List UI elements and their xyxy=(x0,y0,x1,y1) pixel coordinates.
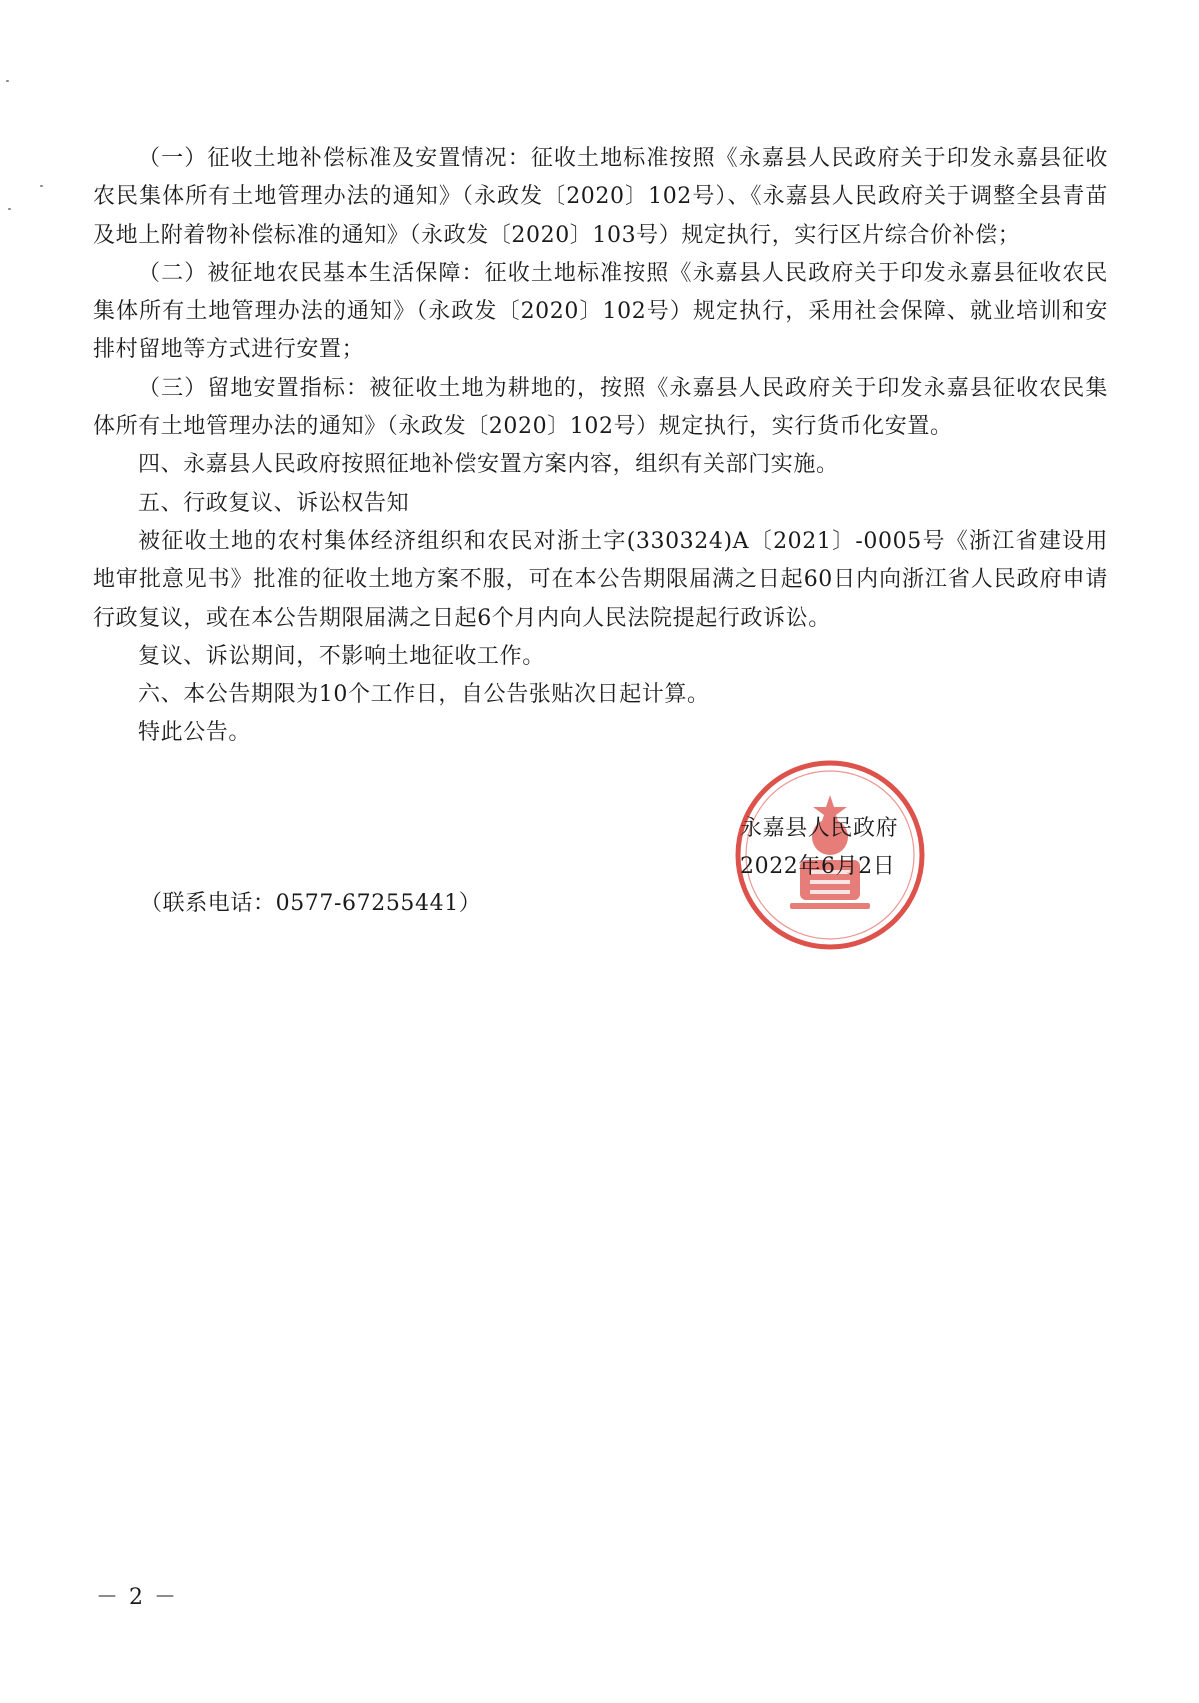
scan-mark xyxy=(40,185,43,187)
page-number: － 2 － xyxy=(96,1585,178,1610)
paragraph-appeal-heading: 五、行政复议、诉讼权告知 xyxy=(138,490,410,516)
paragraph-appeal-note: 复议、诉讼期间，不影响土地征收工作。 xyxy=(138,643,545,669)
signature-block xyxy=(740,810,1000,886)
paragraph-notice-period: 六、本公告期限为10个工作日，自公告张贴次日起计算。 xyxy=(138,682,710,708)
document-body xyxy=(93,140,1108,753)
paragraph-closing: 特此公告。 xyxy=(138,720,252,746)
contact-phone: （联系电话：0577-67255441） xyxy=(140,891,482,916)
scan-mark xyxy=(6,80,9,82)
issue-date: 2022年6月2日 xyxy=(740,854,896,879)
scan-mark xyxy=(8,208,11,210)
paragraph-livelihood-security: （二）被征地农民基本生活保障：征收土地标准按照《永嘉县人民政府关于印发永嘉县征收农民集体所有土地管理办法的通知》（永政发〔2020〕102号）规定执行，采用社会保障、就业培训和安排村留地等方式进行安置； xyxy=(93,260,1108,363)
paragraph-appeal-rights: 被征收土地的农村集体经济组织和农民对浙土字(330324)A〔2021〕-0005号《浙江省建设用地审批意见书》批准的征收土地方案不服，可在本公告期限届满之日起60日内向浙江省人民政府申请行政复议，或在本公告期限届满之日起6个月内向人民法院提起行政诉讼。 xyxy=(93,528,1108,631)
paragraph-reserved-land: （三）留地安置指标：被征收土地为耕地的，按照《永嘉县人民政府关于印发永嘉县征收农民集体所有土地管理办法的通知》（永政发〔2020〕102号）规定执行，实行货币化安置。 xyxy=(93,375,1108,440)
issuer-name: 永嘉县人民政府 xyxy=(740,816,899,841)
paragraph-compensation-standard: （一）征收土地补偿标准及安置情况：征收土地标准按照《永嘉县人民政府关于印发永嘉县征收农民集体所有土地管理办法的通知》（永政发〔2020〕102号）、《永嘉县人民政府关于调整全县青苗及地上附着物补偿标准的通知》（永政发〔2020〕103号）规定执行，实行区片综合价补偿； xyxy=(93,146,1108,248)
paragraph-implementation: 四、永嘉县人民政府按照征地补偿安置方案内容，组织有关部门实施。 xyxy=(138,452,839,478)
